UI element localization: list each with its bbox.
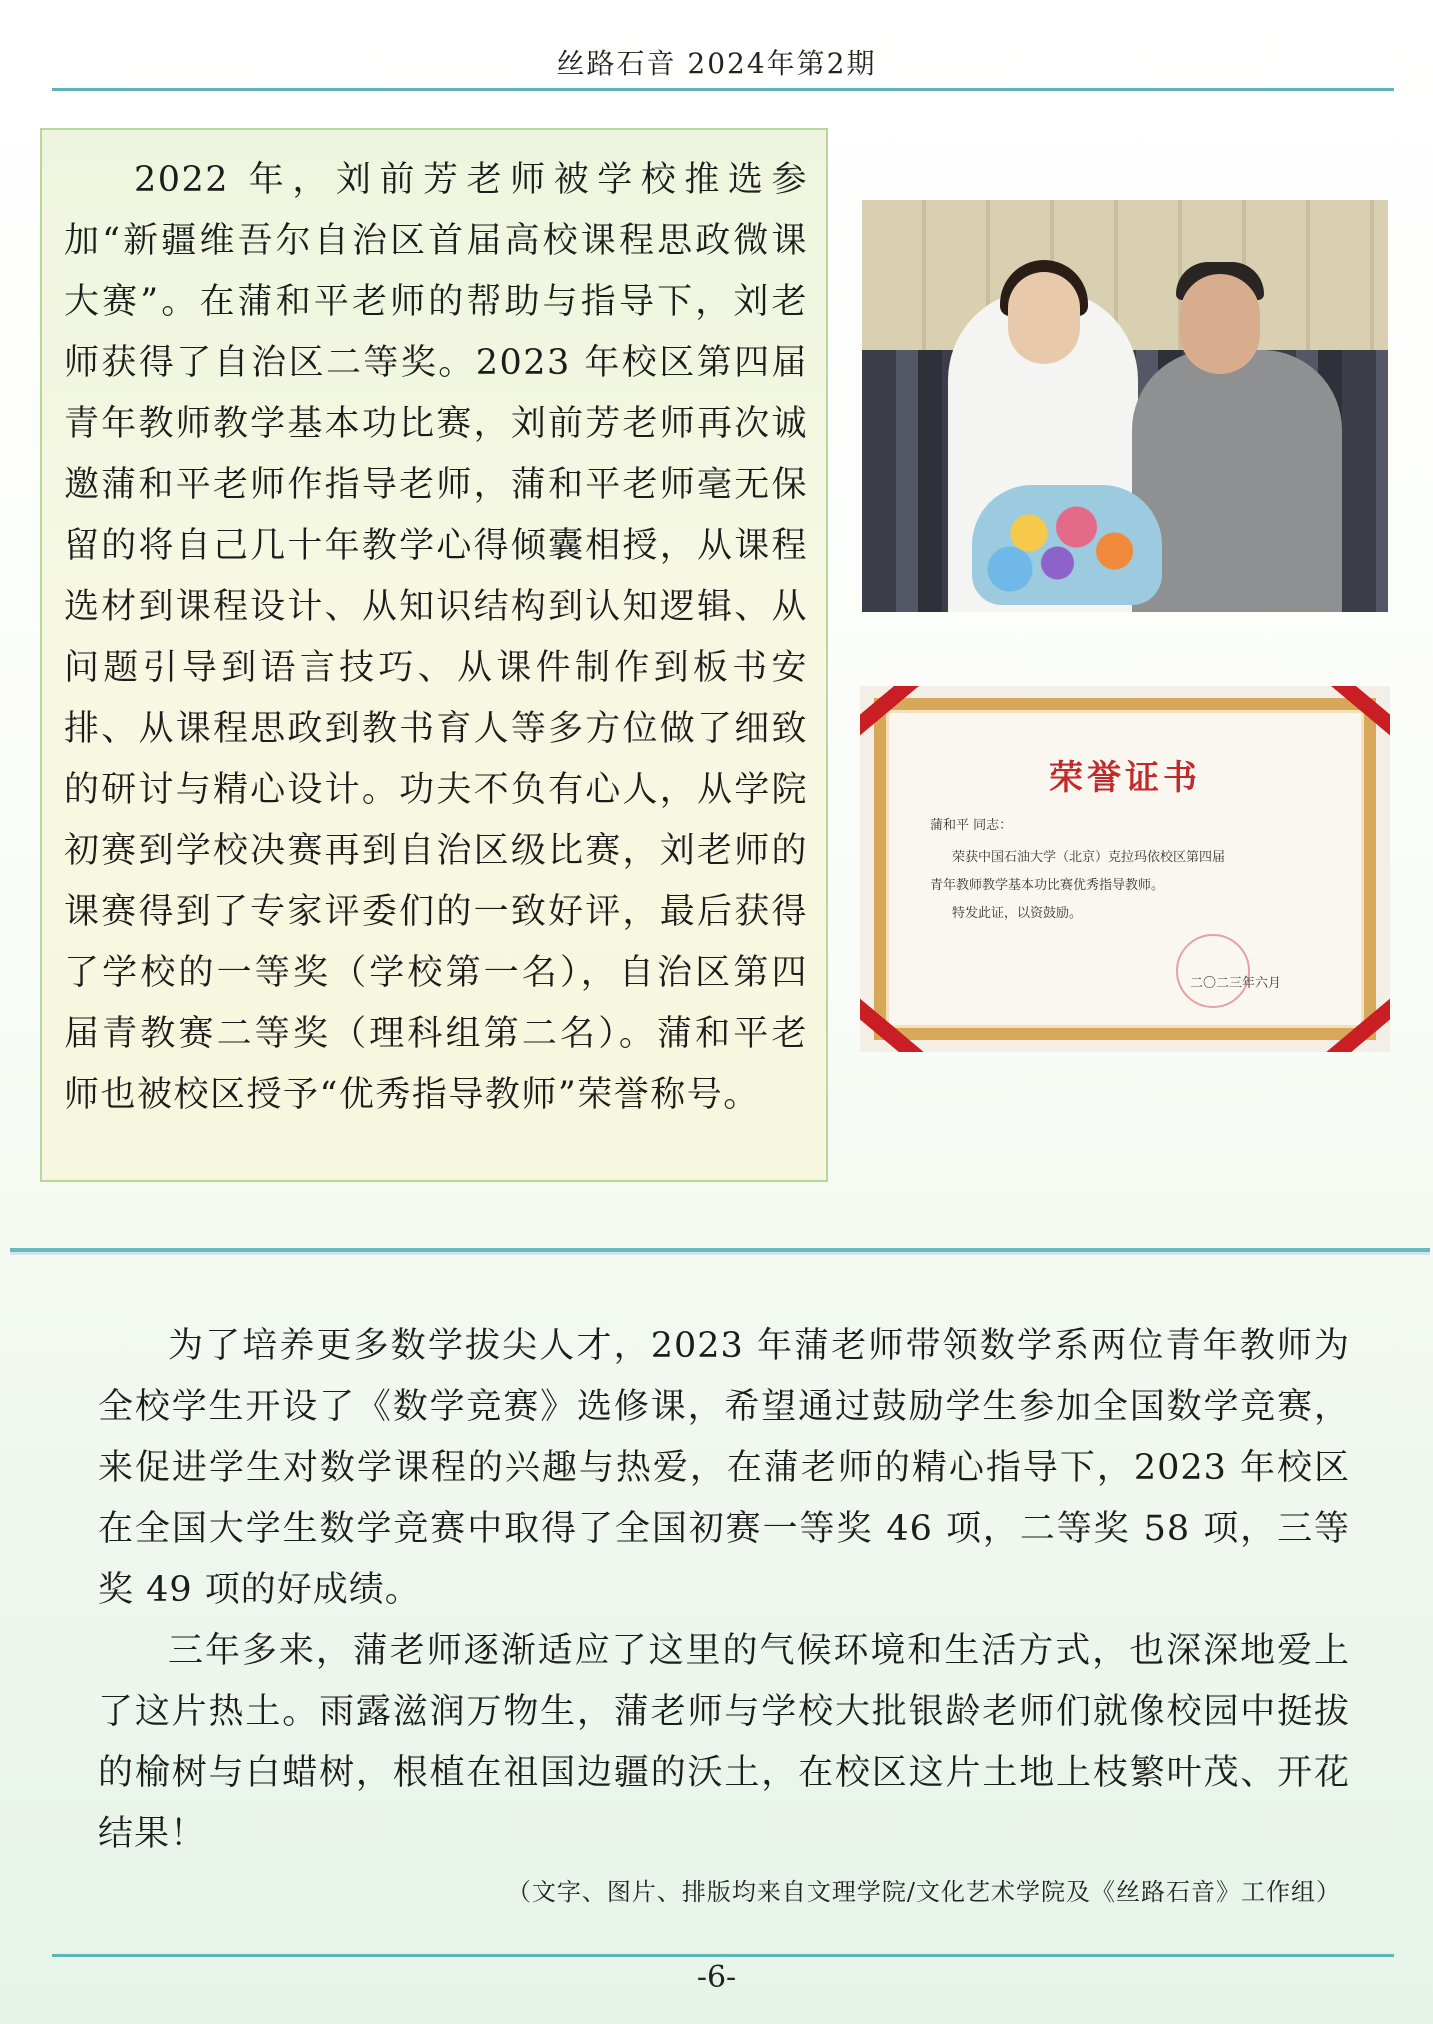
sidebar-paragraph: 2022 年，刘前芳老师被学校推选参加“新疆维吾尔自治区首届高校课程思政微课大赛”。在蒲和平老师的帮助与指导下，刘老师获得了自治区二等奖。2023 年校区第四届青年教师教学基本功比赛，刘前芳老师再次诚邀蒲和平老师作指导老师，蒲和平老师毫无保留的将自己几十年教学心得倾囊相授，从课程选材到课程设计、从知识结构到认知逻辑、从问题引导到语言技巧、从课件制作到板书安排、从课程思政到教书育人等多方位做了细致的研讨与精心设计。功夫不负有心人，从学院初赛到学校决赛再到自治区级比赛，刘老师的课赛得到了专家评委们的一致好评，最后获得了学校的一等奖（学校第一名），自治区第四届青教赛二等奖（理科组第二名）。蒲和平老师也被校区授予“优秀指导教师”荣誉称号。 — [64, 160, 808, 1115]
section-divider — [10, 1248, 1430, 1252]
photo-woman-face — [1008, 272, 1080, 364]
certificate-title: 荣誉证书 — [1049, 758, 1201, 798]
main-article-text — [98, 1316, 1350, 1865]
photo-background-wall — [862, 200, 1388, 350]
award-photo — [862, 200, 1388, 612]
flower-bouquet — [972, 485, 1162, 605]
honor-certificate-image — [860, 686, 1390, 1052]
certificate-line: 青年教师教学基本功比赛优秀指导教师。 — [930, 878, 1165, 893]
article-credit: （文字、图片、排版均来自文理学院/文化艺术学院及《丝路石音》工作组） — [506, 1878, 1341, 1906]
photo-man-face — [1180, 274, 1260, 374]
header-divider — [52, 88, 1394, 91]
article-paragraph: 三年多来，蒲老师逐渐适应了这里的气候环境和生活方式，也深深地爱上了这片热土。雨露滋润万物生，蒲老师与学校大批银龄老师们就像校园中挺拔的榆树与白蜡树，根植在祖国边疆的沃土，在校区这片土地上枝繁叶茂、开花结果！ — [98, 1631, 1350, 1854]
story-sidebar-box — [40, 128, 828, 1182]
certificate-line: 荣获中国石油大学（北京）克拉玛依校区第四届 — [952, 850, 1226, 865]
certificate-line: 特发此证，以资鼓励。 — [952, 906, 1083, 921]
page-header-title: 丝路石音 2024年第2期 — [556, 47, 877, 80]
article-paragraph: 为了培养更多数学拔尖人才，2023 年蒲老师带领数学系两位青年教师为全校学生开设了《数学竞赛》选修课，希望通过鼓励学生参加全国数学竞赛，来促进学生对数学课程的兴趣与热爱，在蒲老师的精心指导下，2023 年校区在全国大学生数学竞赛中取得了全国初赛一等奖 46 项，二等奖 58 项，三等奖 49 项的好成绩。 — [98, 1326, 1350, 1610]
page-number: -6- — [696, 1960, 737, 1995]
footer-divider — [52, 1954, 1394, 1957]
photo-man — [1132, 350, 1342, 612]
certificate-date: 二〇二三年六月 — [1190, 976, 1282, 991]
certificate-seal — [1176, 934, 1250, 1008]
certificate-recipient: 蒲和平 同志： — [930, 818, 1013, 833]
